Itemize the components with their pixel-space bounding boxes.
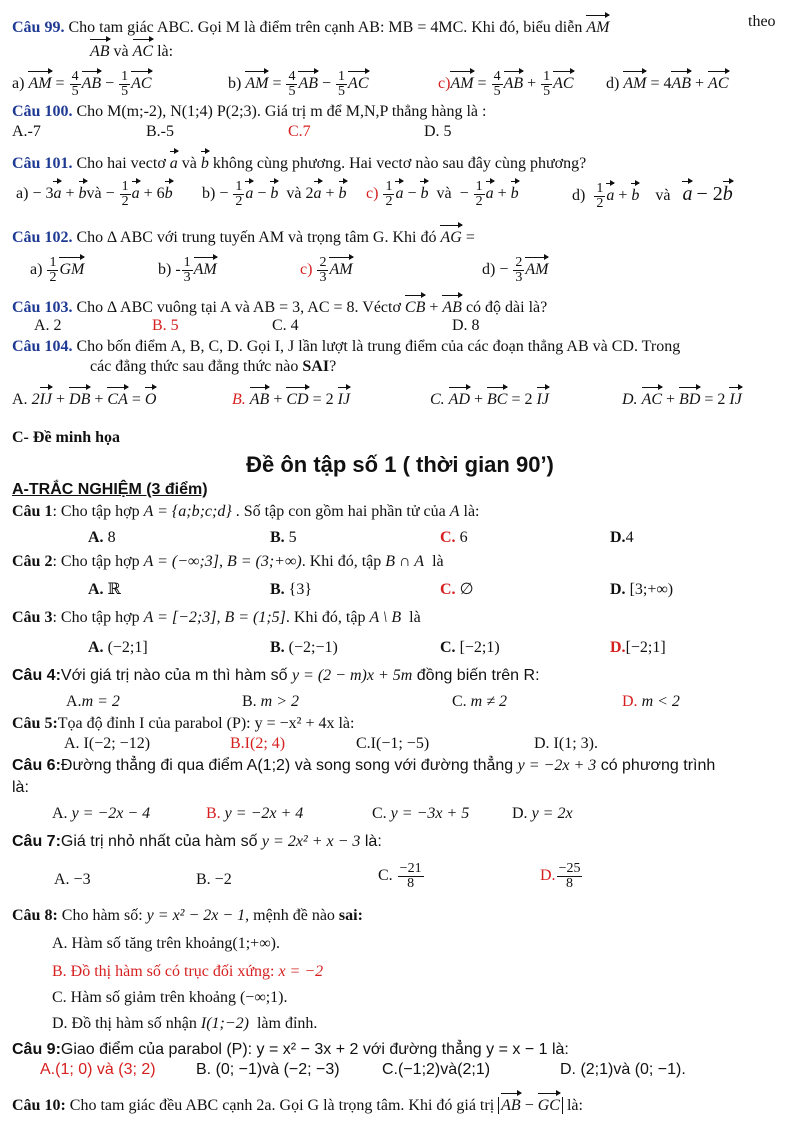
section-c-heading: C- Đề minh họa [12,429,121,446]
q103-opt-d: D. 8 [452,317,480,334]
c6-opt-b: B. y = −2x + 4 [206,805,304,822]
c7-opt-a: A. −3 [54,871,91,888]
c4-opt-d: D. m < 2 [622,693,680,710]
c8-opt-a: A. Hàm số tăng trên khoảng(1;+∞). [52,935,280,952]
c5-opt-a: A. I(−2; −12) [64,735,151,752]
c2-opt-c: C. ∅ [440,581,474,598]
c5-opt-c: C.I(−1; −5) [356,735,430,752]
c6-opt-a: A. y = −2x − 4 [52,805,151,822]
c6-opt-c: C. y = −3x + 5 [372,805,470,822]
q104-option-c: C. AD + BC = 2 IJ [430,384,549,410]
c1-opt-c: C. 6 [440,529,468,546]
c7-line: Câu 7:Giá trị nhỏ nhất của hàm số y = 2x² + x − 3 là: [12,833,382,850]
q104-option-d: D. AC + BD = 2 IJ [622,384,742,410]
c9-opt-d: D. (2;1)và (0; −1). [560,1061,686,1078]
c7-opt-b: B. −2 [196,871,232,888]
c2-opt-b: B. {3} [270,581,313,598]
c4-opt-a: A.m = 2 [66,693,120,710]
exam-title: Đề ôn tập số 1 ( thời gian 90’) [246,452,554,477]
c1-opt-b: B. 5 [270,529,297,546]
q102-option-b: b) - $\frac{1}{3}$ AM [158,254,217,285]
c6-line2: là: [12,779,29,796]
q104-option-b: B. AB + CD = 2 IJ [232,384,350,410]
c2-line: Câu 2: Cho tập hợp A = (−∞;3], B = (3;+∞). Khi đó, tập B ∩ A là [12,553,444,570]
c6-line1: Câu 6:Đường thẳng đi qua điểm A(1;2) và song song với đường thẳng y = −2x + 3 có phương trình [12,757,716,774]
q103-opt-c: C. 4 [272,317,299,334]
q102-option-d: d) − $\frac{2}{3}$ AM [482,254,549,285]
q103-line: Câu 103. Cho ∆ ABC vuông tại A và AB = 3, AC = 8. Véctơ CB + AB có độ dài là? [12,292,547,318]
q99-option-a: a) AM = $\frac{4}{5}$ AB − $\frac{1}{5}$ AC [12,68,152,99]
q100-opt-c: C.7 [288,123,311,140]
c3-opt-c: C. [−2;1) [440,639,500,656]
q102-option-a: a) $\frac{1}{2}$ GM [30,254,85,285]
q101-option-b: b) − $\frac{1}{2}$ a − b và 2a + b [202,178,347,209]
c4-line: Câu 4:Với giá trị nào của m thì hàm số y = (2 − m)x + 5m đồng biến trên R: [12,667,540,684]
c6-opt-d: D. y = 2x [512,805,573,822]
q100-opt-b: B.-5 [146,123,174,140]
q100-opt-d: D. 5 [424,123,452,140]
q101-option-c: c) $\frac{1}{2}$ a − b và − $\frac{1}{2}$ a + b [366,178,519,209]
q100-line: Câu 100. Cho M(m;-2), N(1;4) P(2;3). Giá trị m để M,N,P thẳng hàng là : [12,103,487,120]
q99-label: Câu 99. [12,19,65,36]
q99-line1 [12,12,609,38]
c9-opt-b: B. (0; −1)và (−2; −3) [196,1061,340,1078]
c9-opt-a: A.(1; 0) và (3; 2) [40,1061,156,1078]
q101-option-d: d) $\frac{1}{2}$ a + b và a − 2b [572,178,733,211]
q99-theo: theo [748,13,776,30]
c1-opt-d: D.4 [610,529,634,546]
q99-option-c: c)AM = $\frac{4}{5}$ AB + $\frac{1}{5}$ AC [438,68,574,99]
c1-line: Câu 1: Cho tập hợp A = {a;b;c;d} . Số tập con gồm hai phần tử của A là: [12,503,480,520]
q100-opt-a: A.-7 [12,123,41,140]
q99-option-b: b) AM = $\frac{4}{5}$ AB − $\frac{1}{5}$ AC [228,68,369,99]
c3-opt-b: B. (−2;−1) [270,639,338,656]
c8-opt-c: C. Hàm số giảm trên khoảng (−∞;1). [52,989,288,1006]
q102-line: Câu 102. Cho ∆ ABC với trung tuyến AM và trọng tâm G. Khi đó AG = [12,222,475,248]
c5-line: Câu 5:Tọa độ đỉnh I của parabol (P): y = −x² + 4x là: [12,715,355,732]
q101-line: Câu 101. Cho hai vectơ a và b không cùng phương. Hai vectơ nào sau đây cùng phương? [12,148,586,174]
c8-line: Câu 8: Cho hàm số: y = x² − 2x − 1, mệnh đề nào sai: [12,907,363,924]
c8-opt-d: D. Đồ thị hàm số nhận I(1;−2) làm đỉnh. [52,1015,318,1032]
c9-opt-c: C.(−1;2)và(2;1) [382,1061,491,1078]
q104-line2: các đẳng thức sau đẳng thức nào SAI? [90,358,337,375]
c3-opt-a: A. (−2;1] [88,639,148,656]
c10-line: Câu 10: Cho tam giác đều ABC cạnh 2a. Gọi G là trọng tâm. Khi đó giá trị AB − GC là: [12,1090,583,1116]
c3-opt-d: D.[−2;1] [610,639,666,656]
q99-line2: AB và AC là: [90,36,173,62]
q104-option-a: A. 2IJ + DB + CA = O [12,384,156,410]
q99-text: Cho tam giác ABC. Gọi M là điểm trên cạnh AB: MB = 4MC. Khi đó, biểu diễn [68,19,583,36]
c2-opt-a: A. ℝ [88,581,121,598]
c4-opt-c: C. m ≠ 2 [452,693,508,710]
c8-opt-b: B. Đồ thị hàm số có trục đối xứng: x = −2 [52,963,324,980]
q103-opt-a: A. 2 [34,317,62,334]
c3-line: Câu 3: Cho tập hợp A = [−2;3], B = (1;5]. Khi đó, tập A \ B là [12,609,421,626]
c5-opt-d: D. I(1; 3). [534,735,598,752]
c2-opt-d: D. [3;+∞) [610,581,674,598]
q99-option-d: d) AM = 4AB + AC [606,68,729,94]
c5-opt-b: B.I(2; 4) [230,735,286,752]
c4-opt-b: B. m > 2 [242,693,300,710]
c1-opt-a: A. 8 [88,529,116,546]
q104-line1: Câu 104. Cho bốn điểm A, B, C, D. Gọi I, J lần lượt là trung điểm của các đoạn thẳng AB và CD. Trong [12,338,681,355]
c7-opt-d: D. $\frac{-25}{8}$ [540,861,581,891]
c9-line: Câu 9:Giao điểm của parabol (P): y = x² − 3x + 2 với đường thẳng y = x − 1 là: [12,1041,569,1058]
section-a-heading: A-TRẮC NGHIỆM (3 điểm) [12,481,208,498]
vec-AM: AM [586,12,609,38]
q103-opt-b: B. 5 [152,317,179,334]
c7-opt-c: C. $\frac{-21}{8}$ [378,861,422,891]
q101-option-a: a) − 3a + bvà − $\frac{1}{2}$ a + 6b [16,178,173,209]
q102-option-c: c) $\frac{2}{3}$ AM [300,254,353,285]
